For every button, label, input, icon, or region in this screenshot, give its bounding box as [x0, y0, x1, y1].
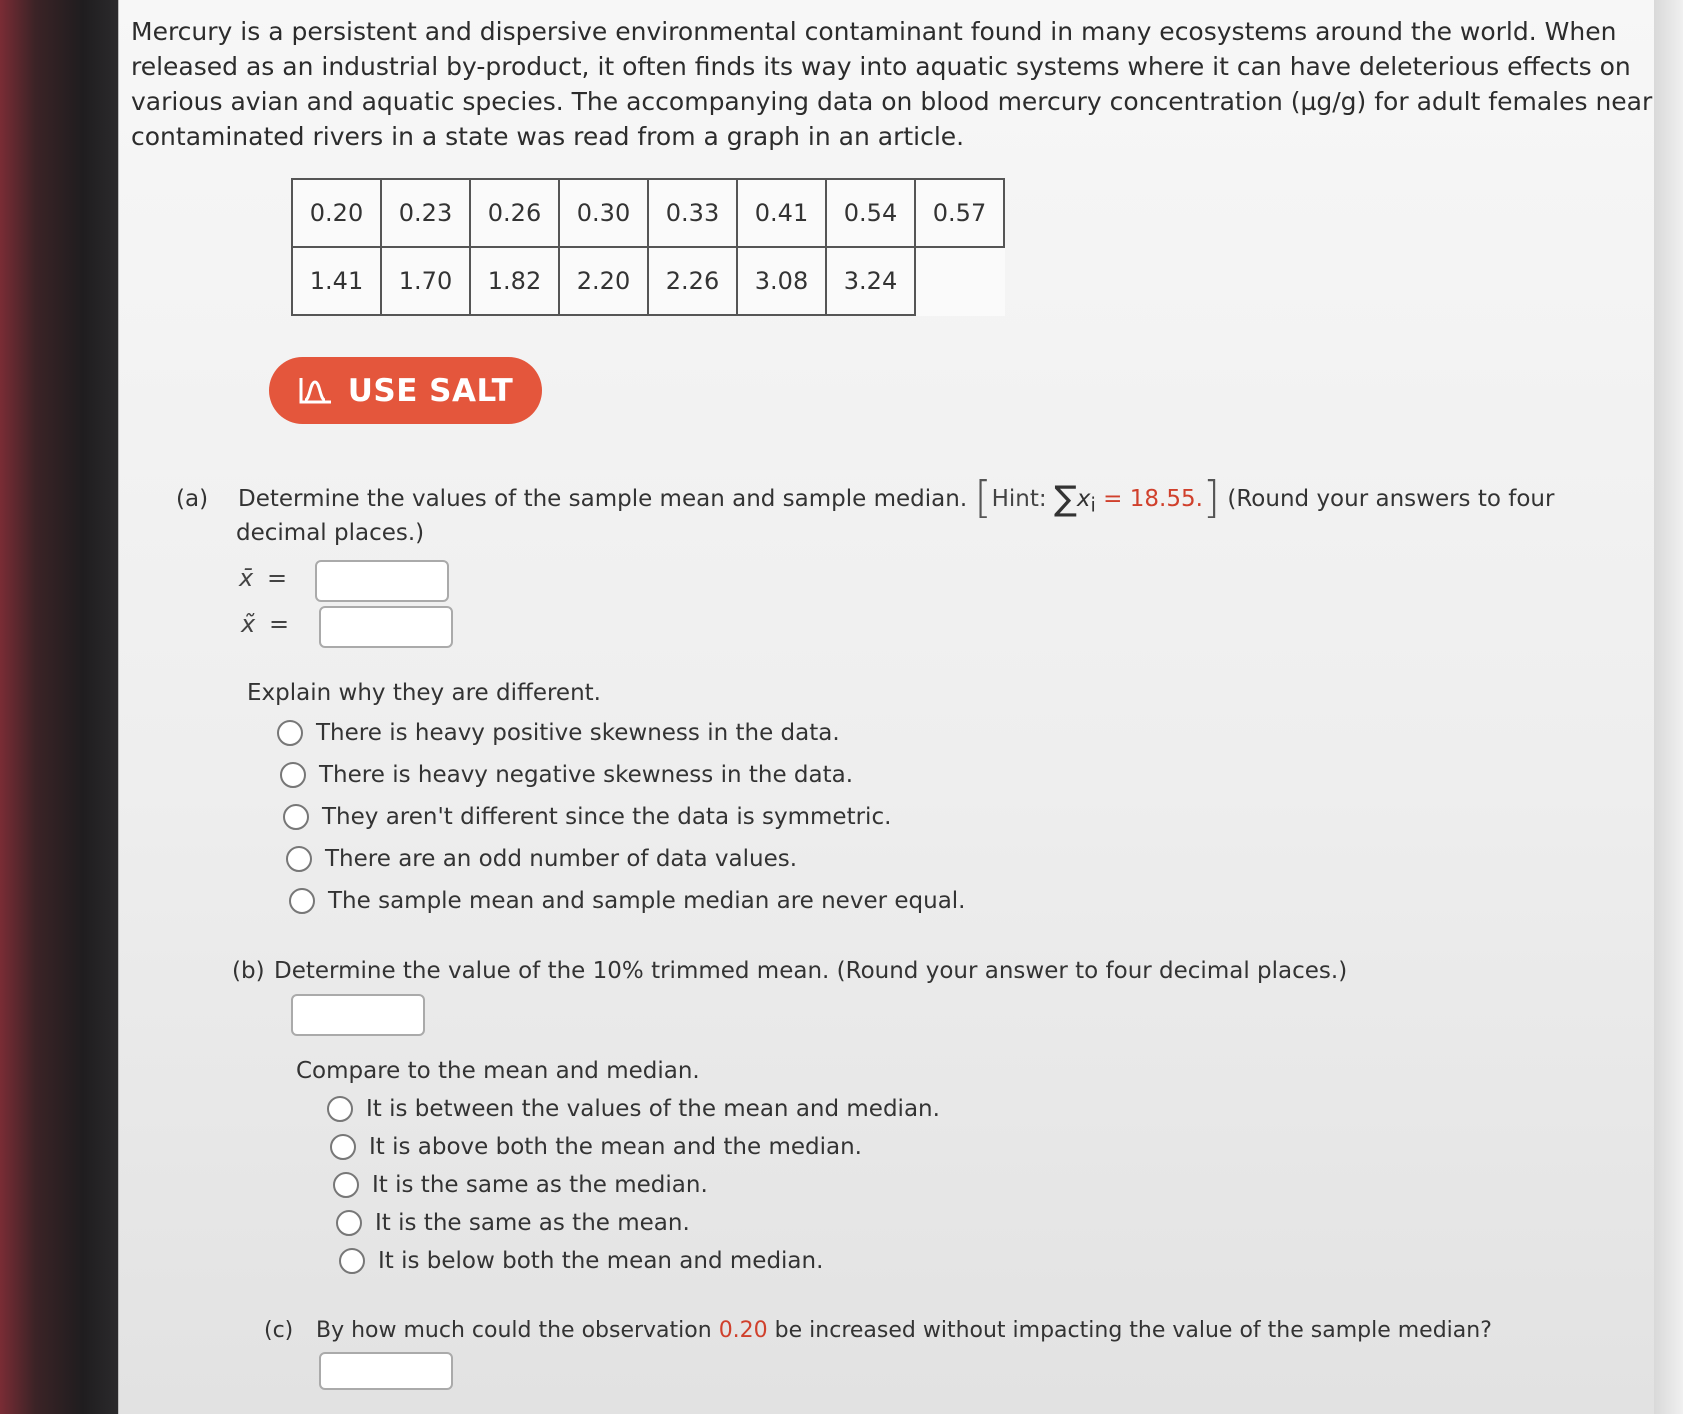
radio-icon[interactable] [339, 1248, 365, 1274]
table-cell: 0.33 [648, 179, 737, 247]
part-c-tag: (c) [264, 1318, 294, 1343]
table-cell: 0.30 [559, 179, 648, 247]
trimmed-mean-input[interactable] [291, 994, 425, 1036]
radio-icon[interactable] [289, 888, 315, 914]
mean-symbol: x̄ [239, 564, 254, 592]
screen-bezel-right [1653, 0, 1683, 1414]
option-a1[interactable] [277, 720, 840, 746]
explain-label: Explain why they are different. [247, 680, 601, 706]
option-label: There is heavy positive skewness in the data. [316, 720, 840, 746]
hint-sub: i [1090, 493, 1096, 517]
option-label: There are an odd number of data values. [325, 846, 798, 872]
option-b3[interactable] [333, 1172, 708, 1198]
option-label: They aren't different since the data is symmetric. [322, 804, 892, 830]
option-label: It is the same as the median. [372, 1172, 708, 1198]
median-input[interactable] [319, 606, 453, 648]
part-c-question [264, 1318, 1644, 1343]
question-page [118, 0, 1654, 1414]
part-a-question [176, 472, 1646, 523]
round-note-cont: decimal places.) [236, 520, 425, 546]
radio-icon[interactable] [336, 1210, 362, 1236]
mean-equals: = [267, 564, 288, 592]
part-c-text-post: be increased without impacting the value of the sample median? [774, 1318, 1492, 1343]
option-a3[interactable] [283, 804, 891, 830]
radio-icon[interactable] [280, 762, 306, 788]
part-b-text: Determine the value of the 10% trimmed mean. (Round your answer to four decimal places.) [274, 958, 1348, 984]
sigma-icon: ∑ [1053, 479, 1077, 519]
table-cell: 1.70 [381, 247, 470, 315]
table-cell: 0.54 [826, 179, 915, 247]
option-label: There is heavy negative skewness in the data. [319, 762, 854, 788]
radio-icon[interactable] [327, 1096, 353, 1122]
table-cell: 0.23 [381, 179, 470, 247]
part-c-input[interactable] [319, 1352, 453, 1390]
option-label: It is between the values of the mean and median. [366, 1096, 940, 1122]
hint-value: = 18.55. [1103, 486, 1203, 512]
median-symbol: x̃ [241, 610, 256, 638]
table-cell: 0.26 [470, 179, 559, 247]
radio-icon[interactable] [283, 804, 309, 830]
table-row [292, 247, 1004, 315]
option-label: It is the same as the mean. [375, 1210, 690, 1236]
option-a4[interactable] [286, 846, 797, 872]
part-b-tag: (b) [232, 958, 265, 984]
table-cell: 1.41 [292, 247, 381, 315]
table-cell: 2.20 [559, 247, 648, 315]
table-row [292, 179, 1004, 247]
table-cell: 2.26 [648, 247, 737, 315]
mean-input[interactable] [315, 560, 449, 602]
option-label: It is below both the mean and median. [378, 1248, 824, 1274]
hint-bracket-close-icon: ] [1202, 472, 1221, 523]
option-b2[interactable] [330, 1134, 862, 1160]
option-a5[interactable] [289, 888, 966, 914]
option-b4[interactable] [336, 1210, 690, 1236]
table-cell: 0.57 [915, 179, 1004, 247]
part-c-highlight: 0.20 [718, 1318, 768, 1343]
radio-icon[interactable] [286, 846, 312, 872]
compare-label: Compare to the mean and median. [296, 1058, 700, 1084]
round-note: (Round your answers to four [1227, 486, 1555, 512]
screen-bezel-left [0, 0, 118, 1414]
part-c-text-pre: By how much could the observation [316, 1318, 712, 1343]
option-b1[interactable] [327, 1096, 940, 1122]
radio-icon[interactable] [333, 1172, 359, 1198]
table-cell: 0.20 [292, 179, 381, 247]
part-b-question [232, 958, 1632, 984]
table-cell: 3.24 [826, 247, 915, 315]
use-salt-label: USE SALT [347, 372, 514, 409]
radio-icon[interactable] [330, 1134, 356, 1160]
radio-icon[interactable] [277, 720, 303, 746]
table-cell-empty [915, 247, 1004, 315]
salt-chart-icon [298, 376, 334, 406]
table-cell: 3.08 [737, 247, 826, 315]
data-table [291, 178, 1005, 316]
option-label: The sample mean and sample median are never equal. [328, 888, 966, 914]
hint-var: x [1076, 486, 1091, 512]
option-label: It is above both the mean and the median. [369, 1134, 862, 1160]
option-b5[interactable] [339, 1248, 823, 1274]
option-a2[interactable] [280, 762, 853, 788]
hint-label: Hint: [991, 486, 1047, 512]
table-cell: 0.41 [737, 179, 826, 247]
part-a-text: Determine the values of the sample mean and sample median. [238, 486, 968, 512]
table-cell: 1.82 [470, 247, 559, 315]
intro-text: Mercury is a persistent and dispersive environmental contaminant found in many ecosystems around the world. When released as an industrial by-product, it often finds its way into aquatic systems where it can have deleterious effects on various avian and aquatic species. The accompanying data on blood mercury concentration (µg/g) for adult females near contaminated rivers in a state was read from a graph in an article. [131, 17, 1653, 151]
part-a-tag: (a) [176, 486, 209, 512]
use-salt-button[interactable] [269, 357, 542, 424]
hint-bracket-open-icon: [ [974, 472, 992, 523]
median-equals: = [269, 610, 290, 638]
